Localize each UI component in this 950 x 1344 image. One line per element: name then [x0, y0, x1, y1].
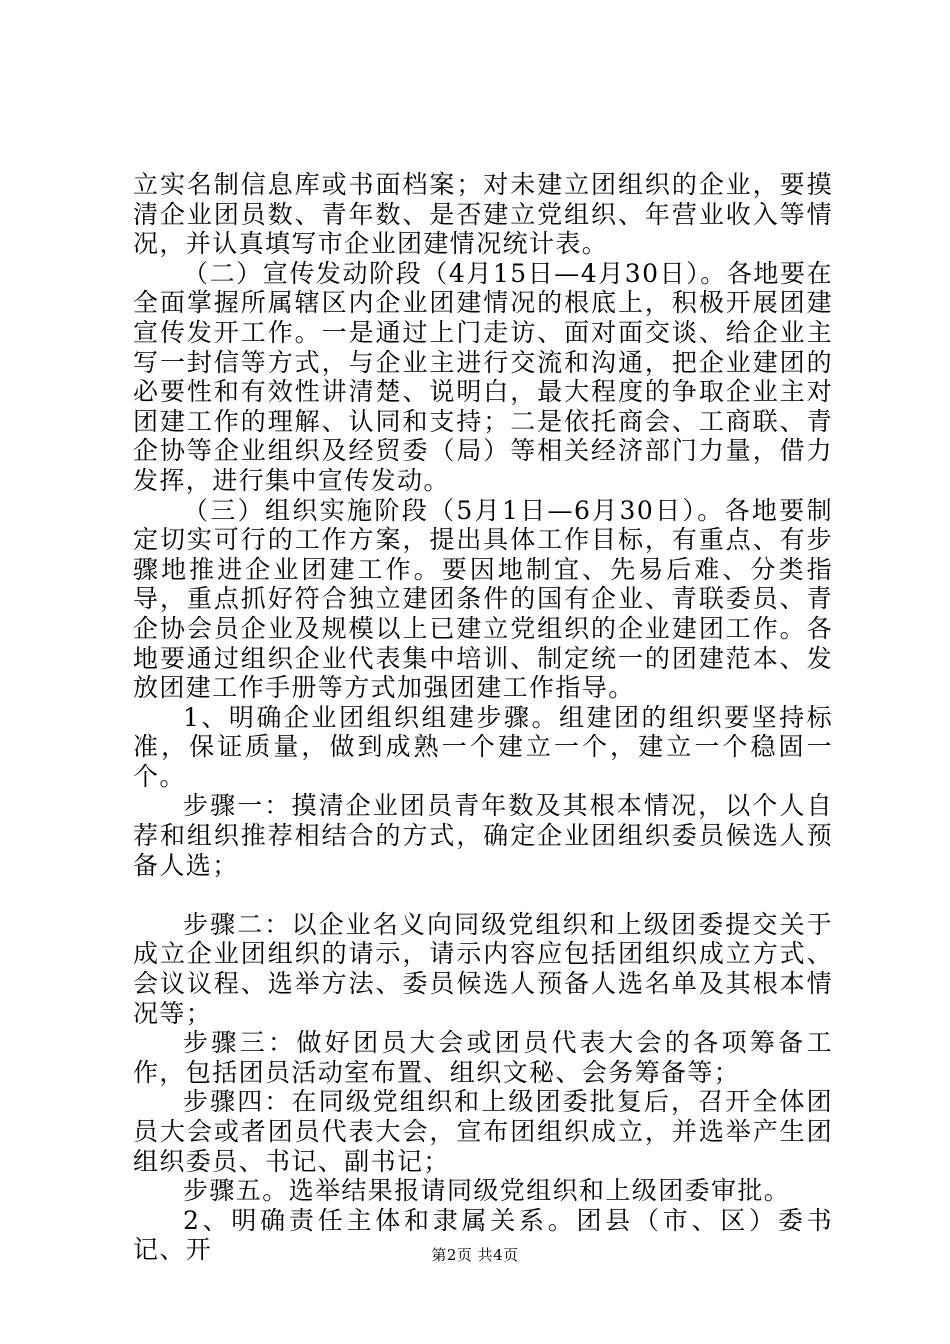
paragraph-item-1: 1、明确企业团组织组建步骤。组建团的组织要坚持标准，保证质量，做到成熟一个建立一个，建立一个稳固一个。	[133, 702, 833, 791]
paragraph-step-1: 步骤一：摸清企业团员青年数及其根本情况，以个人自荐和组织推荐相结合的方式，确定企业团组织委员候选人预备人选；	[133, 791, 833, 880]
paragraph-publicity-stage: （二）宣传发动阶段（4月15日—4月30日）。各地要在全面掌握所属辖区内企业团建情况的根底上，积极开展团建宣传发开工作。一是通过上门走访、面对面交谈、给企业主写一封信等方式，与企业主进行交流和沟通，把企业建团的必要性和有效性讲清楚、说明白，最大程度的争取企业主对团建工作的理解、认同和支持；二是依托商会、工商联、青企协等企业组织及经贸委（局）等相关经济部门力量，借力发挥，进行集中宣传发动。	[133, 258, 833, 495]
paragraph-step-2: 步骤二：以企业名义向同级党组织和上级团委提交关于成立企业团组织的请示，请示内容应包括团组织成立方式、会议议程、选举方法、委员候选人预备人选名单及其根本情况等；	[133, 909, 833, 1028]
paragraph-step-4: 步骤四：在同级党组织和上级团委批复后，召开全体团员大会或者团员代表大会，宣布团组织成立，并选举产生团组织委员、书记、副书记；	[133, 1087, 833, 1176]
paragraph-continuation: 立实名制信息库或书面档案；对未建立团组织的企业，要摸清企业团员数、青年数、是否建立党组织、年营业收入等情况，并认真填写市企业团建情况统计表。	[133, 170, 833, 259]
paragraph-item-2: 2、明确责任主体和隶属关系。团县（市、区）委书记、开	[133, 1205, 833, 1265]
document-body	[133, 170, 833, 1265]
paragraph-step-3: 步骤三：做好团员大会或团员代表大会的各项筹备工作，包括团员活动室布置、组织文秘、会务筹备等；	[133, 1028, 833, 1087]
paragraph-step-5: 步骤五。选举结果报请同级党组织和上级团委审批。	[183, 1176, 791, 1206]
paragraph-implementation-stage: （三）组织实施阶段（5月1日—6月30日）。各地要制定切实可行的工作方案，提出具体工作目标，有重点、有步骤地推进企业团建工作。要因地制宜、先易后难、分类指导，重点抓好符合独立建团条件的国有企业、青联委员、青企协会员企业及规模以上已建立党组织的企业建团工作。各地要通过组织企业代表集中培训、制定统一的团建范本、发放团建工作手册等方式加强团建工作指导。	[133, 495, 833, 703]
page-footer: 第2页 共4页	[431, 1246, 519, 1264]
